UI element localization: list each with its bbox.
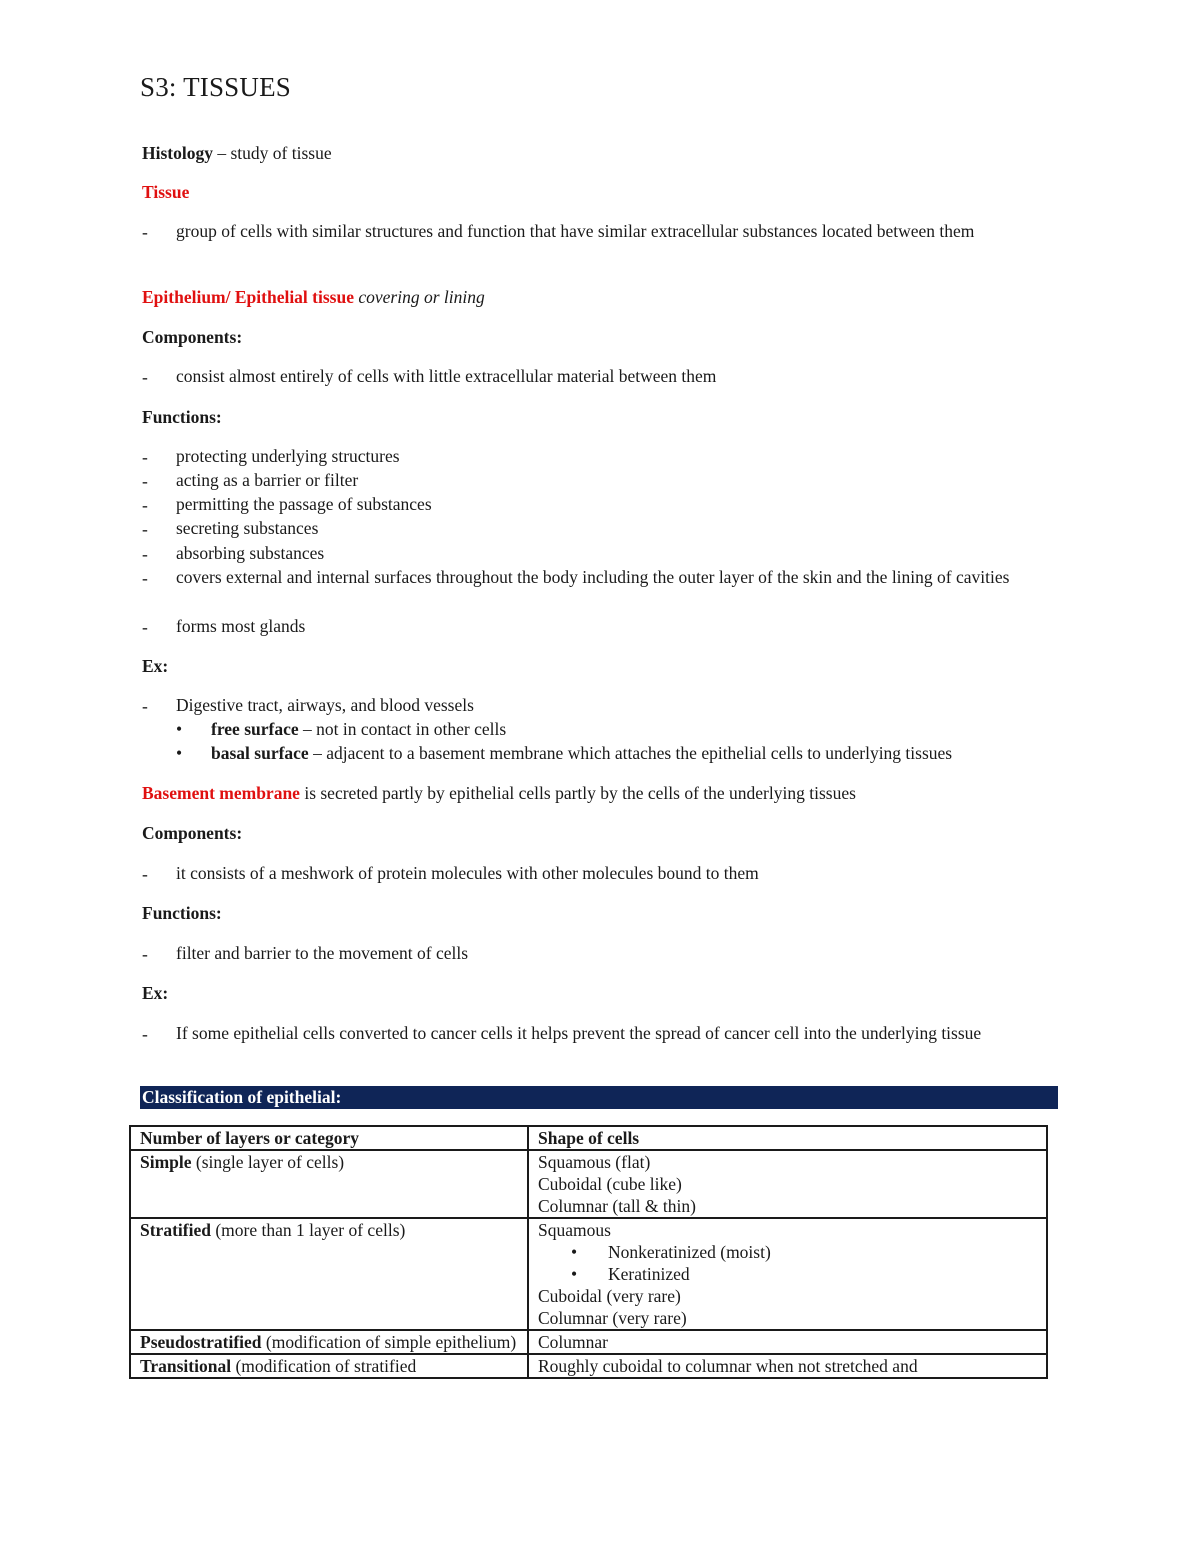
surface-item: [211, 743, 952, 764]
shape-cell: [528, 1218, 1047, 1330]
category-note: (single layer of cells): [191, 1152, 345, 1172]
table-row: [130, 1218, 1047, 1330]
shape-item: Cuboidal (very rare): [538, 1286, 681, 1306]
category-cell: [130, 1150, 528, 1218]
basement-components-label: Components:: [142, 823, 243, 843]
epithelium-heading: Epithelium/ Epithelial tissue: [142, 287, 354, 307]
surface-desc: – adjacent to a basement membrane which attaches the epithelial cells to underlying tissues: [308, 743, 953, 763]
epithelium-subtitle: covering or lining: [353, 287, 485, 307]
bullet-dash: -: [142, 617, 148, 637]
bullet-dash: -: [142, 696, 148, 716]
bullet-dot: •: [571, 1242, 578, 1262]
basement-function-item: filter and barrier to the movement of cells: [176, 943, 469, 963]
epithelium-components-label: Components:: [142, 327, 243, 347]
shape-cell: [528, 1330, 1047, 1354]
subshape-item: [538, 1263, 1037, 1285]
category-cell: [130, 1354, 528, 1378]
table-row: [130, 1354, 1047, 1378]
shape-item: Squamous (flat): [538, 1152, 651, 1172]
bullet-dash: -: [142, 471, 148, 491]
category-term: Pseudostratified: [140, 1332, 262, 1352]
basement-functions-label: Functions:: [142, 903, 222, 923]
basement-heading-line: [142, 783, 856, 804]
category-clip: [140, 1355, 518, 1377]
basement-ex-label: Ex:: [142, 983, 169, 1003]
epithelium-function-item: acting as a barrier or filter: [176, 470, 359, 490]
basement-desc: is secreted partly by epithelial cells partly by the cells of the underlying tissues: [299, 783, 856, 803]
basement-heading: Basement membrane: [142, 783, 300, 803]
subshape-label: Keratinized: [608, 1264, 690, 1284]
epithelium-function-item: secreting substances: [176, 518, 319, 538]
header-cell-layers: Number of layers or category: [130, 1126, 528, 1150]
shape-item: Columnar: [538, 1332, 608, 1352]
epithelium-component-item: consist almost entirely of cells with little extracellular material between them: [176, 366, 717, 386]
table-row: [130, 1330, 1047, 1354]
bullet-dash: -: [142, 864, 148, 884]
surface-term: free surface: [211, 719, 299, 739]
basement-example-item: If some epithelial cells converted to cancer cells it helps prevent the spread of cancer cell into the underlying tissue: [176, 1023, 982, 1043]
epithelium-function-item: permitting the passage of substances: [176, 494, 432, 514]
epithelium-function-item: absorbing substances: [176, 543, 325, 563]
table-header-row: [130, 1126, 1047, 1150]
epithelium-heading-line: [142, 287, 485, 308]
bullet-dash: -: [142, 447, 148, 467]
category-note: (modification of stratified: [231, 1356, 417, 1376]
bullet-dash: -: [142, 222, 148, 242]
subshape-item: [538, 1241, 1037, 1263]
surface-desc: – not in contact in other cells: [298, 719, 507, 739]
tissue-heading: Tissue: [142, 182, 190, 202]
shape-item: Cuboidal (cube like): [538, 1174, 682, 1194]
shape-cell: [528, 1150, 1047, 1218]
category-term: Stratified: [140, 1220, 211, 1240]
basement-component-item: it consists of a meshwork of protein molecules with other molecules bound to them: [176, 863, 759, 883]
bullet-dot: •: [571, 1264, 578, 1284]
category-term: Transitional: [140, 1356, 232, 1376]
bullet-dash: -: [142, 519, 148, 539]
classification-banner: Classification of epithelial:: [140, 1086, 1058, 1109]
category-note: (more than 1 layer of cells): [210, 1220, 406, 1240]
bullet-dash: -: [142, 544, 148, 564]
category-note: (modification of simple epithelium): [261, 1332, 517, 1352]
category-cell: [130, 1330, 528, 1354]
shape-item: Columnar (tall & thin): [538, 1196, 696, 1216]
histology-term: Histology: [142, 143, 213, 163]
subshape-label: Nonkeratinized (moist): [608, 1242, 771, 1262]
classification-table: [129, 1125, 1048, 1379]
bullet-dash: -: [142, 944, 148, 964]
surface-item: [211, 719, 506, 740]
bullet-dot: •: [176, 743, 183, 763]
epithelium-function-item: forms most glands: [176, 616, 306, 636]
epithelium-function-item: covers external and internal surfaces throughout the body including the outer layer of the skin and the lining of cavities: [176, 567, 1010, 587]
histology-line: [142, 143, 332, 164]
shape-item: Columnar (very rare): [538, 1308, 687, 1328]
tissue-item: group of cells with similar structures and function that have similar extracellular substances located between them: [176, 221, 975, 241]
shape-item: Roughly cuboidal to columnar when not stretched and: [538, 1356, 918, 1376]
histology-def: – study of tissue: [212, 143, 332, 163]
epithelium-functions-label: Functions:: [142, 407, 222, 427]
category-cell: [130, 1218, 528, 1330]
category-term: Simple: [140, 1152, 192, 1172]
surface-term: basal surface: [211, 743, 309, 763]
table-row: [130, 1150, 1047, 1218]
bullet-dash: -: [142, 495, 148, 515]
page-title: S3: TISSUES: [140, 72, 292, 102]
bullet-dash: -: [142, 568, 148, 588]
epithelium-ex-label: Ex:: [142, 656, 169, 676]
epithelium-function-item: protecting underlying structures: [176, 446, 400, 466]
bullet-dash: -: [142, 1024, 148, 1044]
shape-item: Squamous: [538, 1220, 611, 1240]
bullet-dot: •: [176, 719, 183, 739]
header-cell-shape: Shape of cells: [528, 1126, 1047, 1150]
bullet-dash: -: [142, 367, 148, 387]
epithelium-example-item: Digestive tract, airways, and blood vessels: [176, 695, 474, 715]
shape-cell: [528, 1354, 1047, 1378]
